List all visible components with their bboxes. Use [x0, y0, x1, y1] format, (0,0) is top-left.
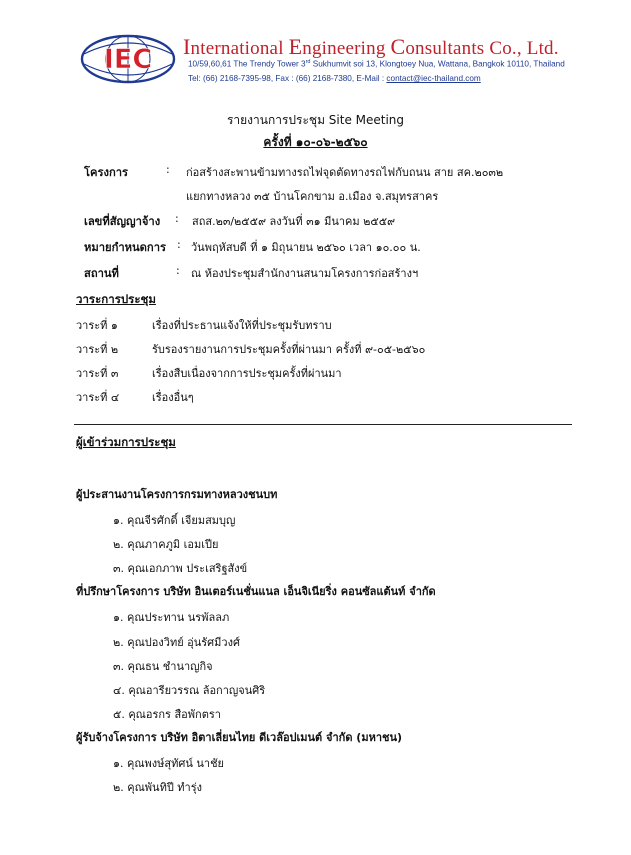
attendee-item: ๒. คุณปองวิทย์ อุ่นรัศมีวงศ์ — [113, 636, 240, 649]
section-divider — [74, 424, 572, 425]
group-title: ผู้รับจ้างโครงการ บริษัท อิตาเลี่ยนไทย ดีเวล๊อปเมนต์ จำกัด (มหาชน) — [76, 731, 403, 744]
agenda-no: วาระที่ ๔ — [76, 391, 120, 404]
group-title: ผู้ประสานงานโครงการกรมทางหลวงชนบท — [76, 488, 278, 501]
attendee-item: ๑. คุณจีรศักดิ์ เจียมสมบุญ — [113, 514, 236, 527]
project-value-2: แยกทางหลวง ๓๕ บ้านโคกขาม อ.เมือง จ.สมุทรสาคร — [186, 190, 439, 203]
schedule-colon: : — [177, 238, 181, 251]
contract-label: เลขที่สัญญาจ้าง — [84, 215, 161, 228]
attendee-item: ๑. คุณพงษ์สุทัศน์ นาชัย — [113, 757, 224, 770]
attendee-item: ๒. คุณพันทิปี ทำรุ่ง — [113, 781, 203, 794]
agenda-no: วาระที่ ๑ — [76, 319, 118, 332]
place-label: สถานที่ — [84, 267, 119, 280]
contract-value: สถส.๒๓/๒๕๕๙ ลงวันที่ ๓๑ มีนาคม ๒๕๕๙ — [192, 215, 396, 228]
attendee-item: ๑. คุณประทาน นรพัลลภ — [113, 611, 230, 624]
agenda-text: เรื่องที่ประธานแจ้งให้ที่ประชุมรับทราบ — [152, 319, 332, 332]
agenda-text: รับรองรายงานการประชุมครั้งที่ผ่านมา ครั้งที่ ๙-๐๕-๒๕๖๐ — [152, 343, 426, 356]
company-address: 10/59,60,61 The Trendy Tower 3rd Sukhumvit soi 13, Klongtoey Nua, Wattana, Bangkok 10110, Thailand — [188, 59, 565, 69]
project-colon: : — [166, 163, 170, 176]
attendee-item: ๓. คุณธน ชำนาญกิจ — [113, 660, 213, 673]
email-link[interactable]: contact@iec-thailand.com — [386, 74, 481, 83]
iec-logo — [80, 34, 176, 84]
logo-text: IEC — [103, 44, 153, 75]
agenda-no: วาระที่ ๓ — [76, 367, 119, 380]
project-label: โครงการ — [84, 166, 129, 179]
attendee-item: ๓. คุณเอกภาพ ประเสริฐสังข์ — [113, 562, 248, 575]
contract-colon: : — [175, 212, 179, 225]
group-title: ที่ปรึกษาโครงการ บริษัท อินเตอร์เนชั่นแนล เอ็นจิเนียริ่ง คอนซัลแต้นท์ จำกัด — [76, 585, 436, 598]
company-contact: Tel: (66) 2168-7395-98, Fax : (66) 2168-7380, E-Mail : contact@iec-thailand.com — [188, 74, 481, 83]
attendee-item: ๒. คุณภาคภูมิ เอมเปีย — [113, 538, 219, 551]
place-value: ณ ห้องประชุมสำนักงานสนามโครงการก่อสร้างฯ — [191, 267, 419, 280]
schedule-value: วันพฤหัสบดี ที่ ๑ มิถุนายน ๒๕๖๐ เวลา ๑๐.๐๐ น. — [191, 241, 421, 254]
meeting-number: ครั้งที่ ๑๐-๐๖-๒๕๖๐ — [263, 135, 368, 149]
company-name: International Engineering Consultants Co., Ltd. — [183, 34, 559, 59]
schedule-label: หมายกำหนดการ — [84, 241, 166, 254]
agenda-text: เรื่องสืบเนื่องจากการประชุมครั้งที่ผ่านมา — [152, 367, 342, 380]
attendees-heading: ผู้เข้าร่วมการประชุม — [76, 435, 176, 449]
attendee-item: ๕. คุณอรกร สือพักตรา — [113, 708, 221, 721]
document-title: รายงานการประชุม Site Meeting — [226, 113, 405, 127]
place-colon: : — [176, 264, 180, 277]
agenda-no: วาระที่ ๒ — [76, 343, 119, 356]
project-value-1: ก่อสร้างสะพานข้ามทางรถไฟจุดตัดทางรถไฟกับถนน สาย สค.๒๐๓๒ — [186, 166, 504, 179]
agenda-text: เรื่องอื่นๆ — [152, 391, 194, 404]
attendee-item: ๔. คุณอารียวรรณ ล้อกาญจนศิริ — [113, 684, 266, 697]
agenda-heading: วาระการประชุม — [76, 292, 156, 306]
